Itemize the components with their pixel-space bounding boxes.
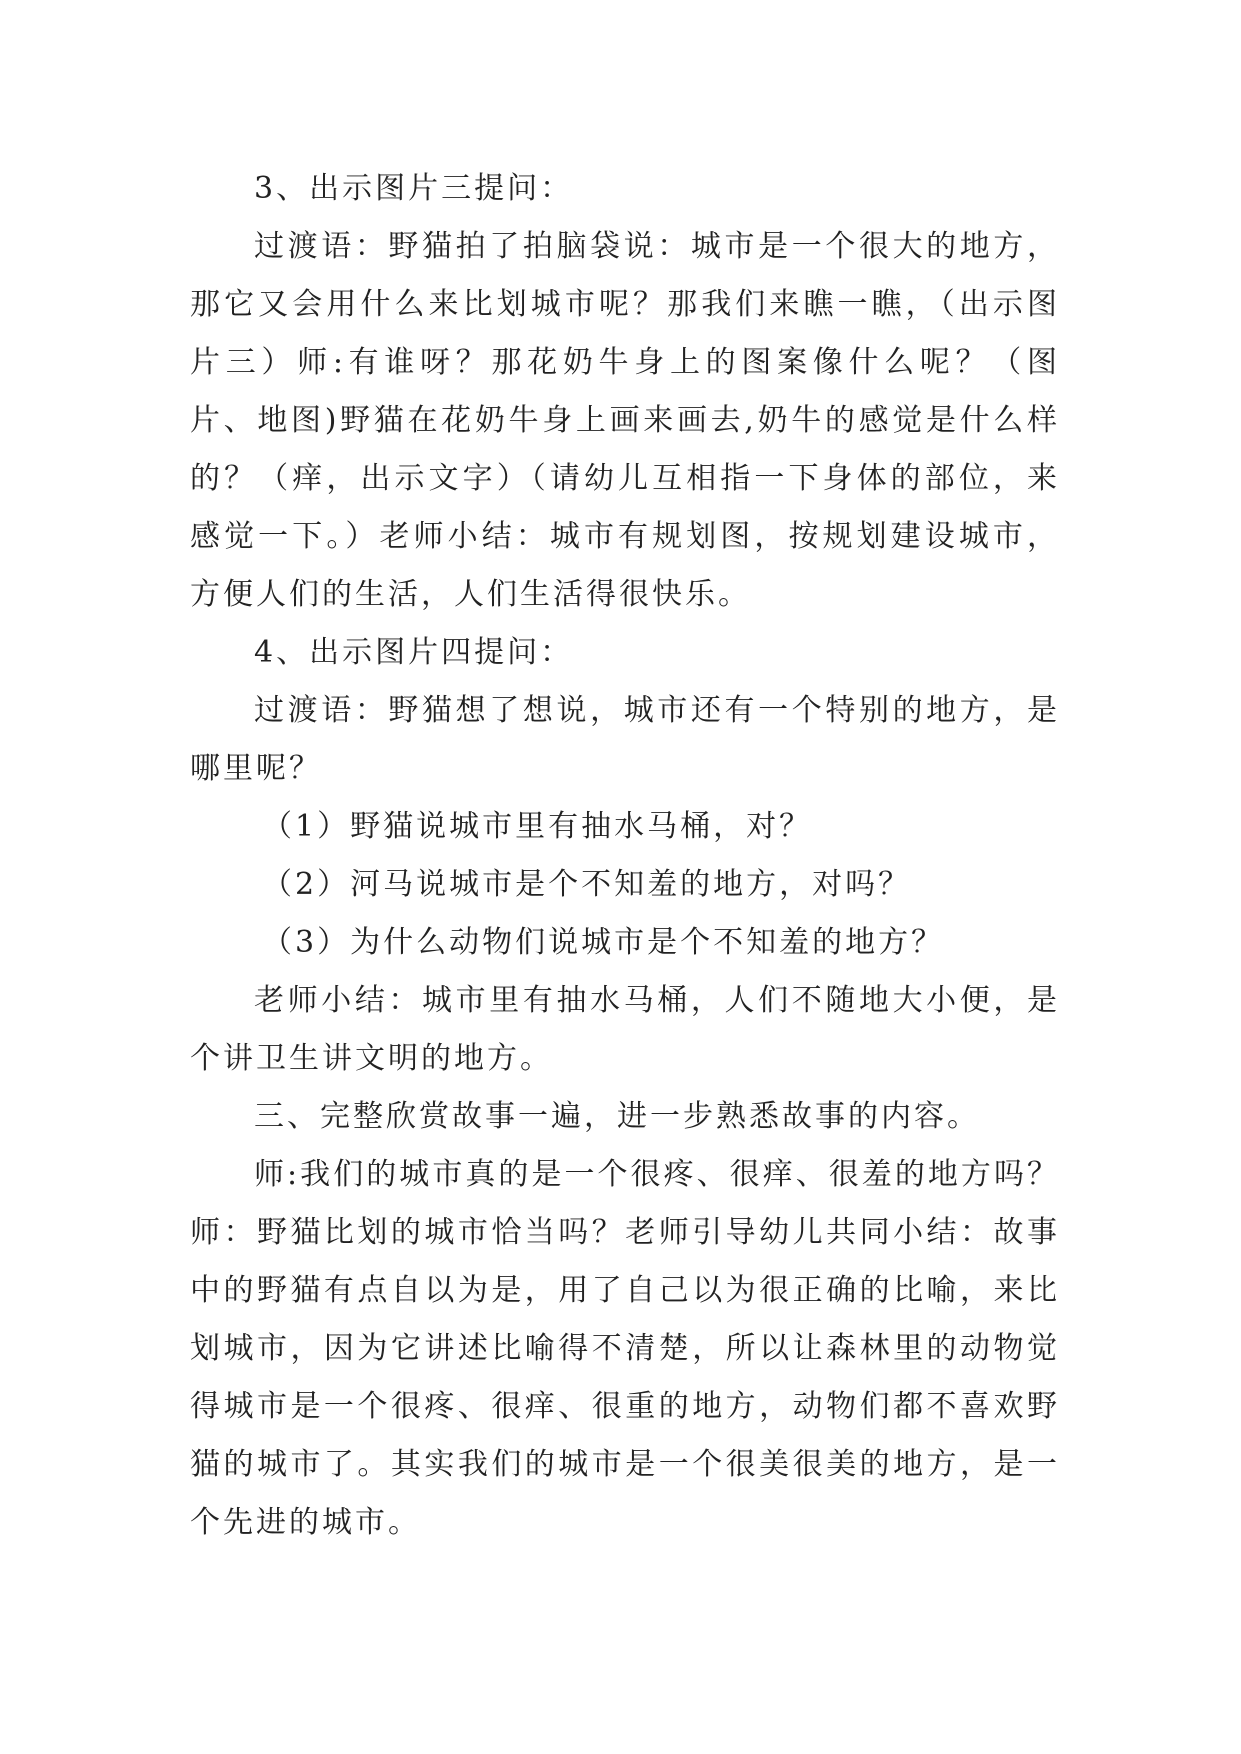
paragraph-step-3-body: 过渡语：野猫拍了拍脑袋说：城市是一个很大的地方，那它又会用什么来比划城市呢？那我们来瞧一瞧，（出示图片三）师:有谁呀？那花奶牛身上的图案像什么呢？（图片、地图)野猫在花奶牛身上画来画去,奶牛的感觉是什么样的？（痒，出示文字）（请幼儿互相指一下身体的部位，来感觉一下。）老师小结：城市有规划图，按规划建设城市，方便人们的生活，人们生活得很快乐。 <box>190 229 1060 612</box>
paragraph-summary: 老师小结：城市里有抽水马桶，人们不随地大小便，是个讲卫生讲文明的地方。 <box>190 983 1060 1076</box>
paragraph-final: 师:我们的城市真的是一个很疼、很痒、很羞的地方吗？师：野猫比划的城市恰当吗？老师引导幼儿共同小结：故事中的野猫有点自以为是，用了自己以为很正确的比喻，来比划城市，因为它讲述比喻得不清楚，所以让森林里的动物觉得城市是一个很疼、很痒、很重的地方，动物们都不喜欢野猫的城市了。其实我们的城市是一个很美很美的地方，是一个先进的城市。 <box>190 1157 1060 1540</box>
paragraph-step-4-heading: 4、出示图片四提问： <box>254 635 574 670</box>
question-2: （2）河马说城市是个不知羞的地方，对吗？ <box>262 867 912 902</box>
question-3: （3）为什么动物们说城市是个不知羞的地方？ <box>262 925 945 960</box>
paragraph-step-4-transition: 过渡语：野猫想了想说，城市还有一个特别的地方，是哪里呢？ <box>190 693 1060 786</box>
paragraph-step-3-heading: 3、出示图片三提问： <box>254 171 574 206</box>
document-body <box>190 160 1060 1552</box>
question-1: （1）野猫说城市里有抽水马桶，对？ <box>262 809 813 844</box>
section-3-heading: 三、完整欣赏故事一遍，进一步熟悉故事的内容。 <box>254 1099 980 1134</box>
